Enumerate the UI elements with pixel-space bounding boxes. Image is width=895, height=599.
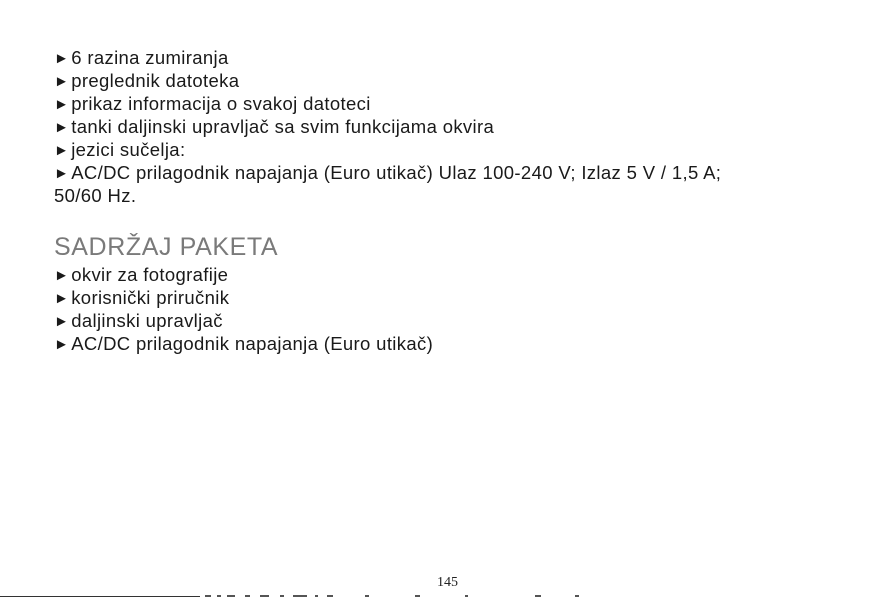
page-number: 145 [437, 575, 458, 590]
feature-item [54, 47, 229, 70]
footer-print-artifact [205, 593, 585, 598]
feature-text: jezici sučelja: [71, 139, 186, 160]
package-item [54, 310, 223, 333]
feature-item [54, 139, 185, 162]
package-item-text: AC/DC prilagodnik napajanja (Euro utikač) [71, 333, 434, 354]
feature-item [54, 162, 721, 185]
bullet-arrow-icon: ► [54, 50, 70, 67]
bullet-arrow-icon: ► [54, 267, 70, 284]
feature-text: prikaz informacija o svakoj datoteci [71, 93, 371, 114]
bullet-arrow-icon: ► [54, 142, 70, 159]
package-item-text: okvir za fotografije [71, 264, 229, 285]
feature-item [54, 93, 371, 116]
feature-continuation: 50/60 Hz. [54, 185, 137, 206]
feature-text: tanki daljinski upravljač sa svim funkcijama okvira [71, 116, 495, 137]
bullet-arrow-icon: ► [54, 73, 70, 90]
package-heading: SADRŽAJ PAKETA [54, 233, 279, 261]
bullet-arrow-icon: ► [54, 96, 70, 113]
footer-rule [0, 596, 200, 597]
package-item [54, 333, 433, 356]
bullet-arrow-icon: ► [54, 119, 70, 136]
bullet-arrow-icon: ► [54, 336, 70, 353]
package-item-text: korisnički priručnik [71, 287, 230, 308]
package-item [54, 287, 229, 310]
bullet-arrow-icon: ► [54, 165, 70, 182]
bullet-arrow-icon: ► [54, 290, 70, 307]
feature-text: preglednik datoteka [71, 70, 240, 91]
package-item [54, 264, 228, 287]
package-item-text: daljinski upravljač [71, 310, 223, 331]
feature-item [54, 116, 494, 139]
bullet-arrow-icon: ► [54, 313, 70, 330]
feature-text: AC/DC prilagodnik napajanja (Euro utikač) Ulaz 100-240 V; Izlaz 5 V / 1,5 A; [71, 162, 722, 183]
feature-text: 6 razina zumiranja [71, 47, 229, 68]
feature-item [54, 70, 239, 93]
